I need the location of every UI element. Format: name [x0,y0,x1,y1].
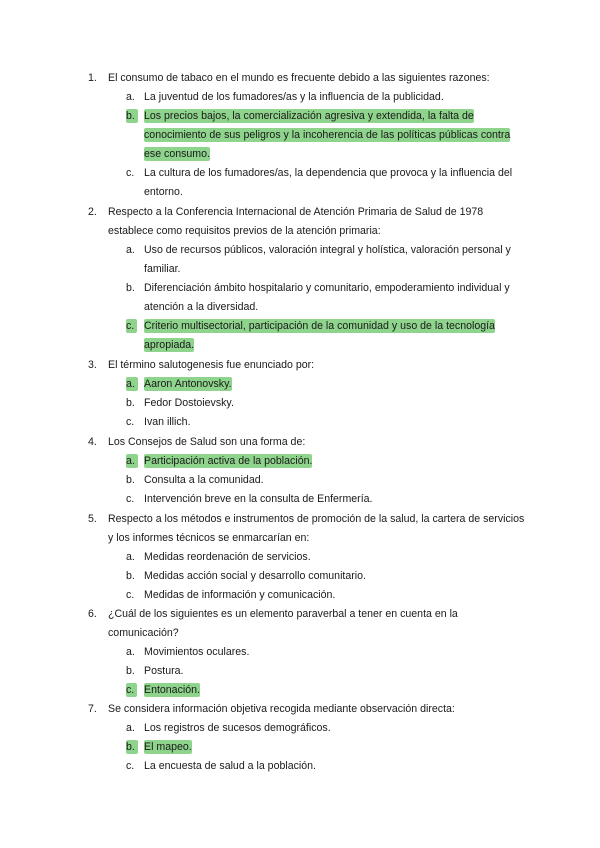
option-c [126,586,528,605]
question-number: 2. [88,206,97,218]
option-text: Medidas acción social y desarrollo comunitario. [144,570,366,582]
option-text: Medidas reordenación de servicios. [144,551,311,563]
option-a [126,241,528,279]
question-text: ¿Cuál de los siguientes es un elemento paraverbal a tener en cuenta en la comunicación? [108,608,458,639]
option-text: Fedor Dostoievsky. [144,397,234,409]
option-list [88,375,528,432]
question-7 [88,700,528,776]
option-text: Entonación. [144,684,200,696]
option-text: Ivan illich. [144,416,191,428]
option-list [88,452,528,509]
question-text: Respecto a la Conferencia Internacional de Atención Primaria de Salud de 1978 establece como requisitos previos de la atención primaria: [108,206,484,237]
question-5 [88,510,528,605]
option-letter: b. [126,109,138,123]
question-3 [88,356,528,432]
option-letter: c. [126,167,135,179]
option-a [126,88,528,107]
option-text: La encuesta de salud a la población. [144,760,316,772]
option-b [126,567,528,586]
option-letter: c. [126,589,135,601]
option-letter: a. [126,91,135,103]
option-letter: c. [126,493,135,505]
option-text: Participación activa de la población. [144,455,313,467]
question-text: Se considera información objetiva recogida mediante observación directa: [108,703,455,715]
option-letter: b. [126,740,138,754]
question-number: 5. [88,513,97,525]
option-c [126,490,528,509]
option-list [88,241,528,355]
question-6 [88,605,528,700]
question-4 [88,433,528,509]
question-number: 4. [88,436,97,448]
option-text: Uso de recursos públicos, valoración integral y holística, valoración personal y familiar. [144,244,511,275]
option-text: Los precios bajos, la comercialización agresiva y extendida, la falta de conocimiento de sus peligros y la incoherencia de las políticas públicas contra ese consumo. [144,110,511,160]
option-letter: b. [126,397,135,409]
option-letter: c. [126,760,135,772]
option-letter: b. [126,665,135,677]
option-a-highlighted [126,452,528,471]
question-1 [88,69,528,202]
option-c [126,757,528,776]
question-number: 6. [88,608,97,620]
option-text: Diferenciación ámbito hospitalario y comunitario, empoderamiento individual y atención a la diversidad. [144,282,510,313]
option-b-highlighted [126,107,528,164]
option-c [126,413,528,432]
option-b [126,471,528,490]
option-letter: c. [126,683,137,697]
option-text: La juventud de los fumadores/as y la influencia de la publicidad. [144,91,444,103]
question-number: 3. [88,359,97,371]
option-b [126,279,528,317]
option-text: Movimientos oculares. [144,646,250,658]
option-a [126,548,528,567]
option-text: Postura. [144,665,184,677]
option-letter: c. [126,319,137,333]
option-b [126,662,528,681]
option-c-highlighted [126,681,528,700]
option-a [126,643,528,662]
question-text: Los Consejos de Salud son una forma de: [108,436,306,448]
option-list [88,88,528,202]
option-a-highlighted [126,375,528,394]
option-text: Criterio multisectorial, participación de la comunidad y uso de la tecnología apropiada. [144,320,495,351]
question-number: 1. [88,72,97,84]
option-c [126,164,528,202]
option-text: El mapeo. [144,741,192,753]
option-letter: c. [126,416,135,428]
option-letter: b. [126,282,135,294]
option-text: Consulta a la comunidad. [144,474,264,486]
option-letter: a. [126,551,135,563]
question-text: El consumo de tabaco en el mundo es frecuente debido a las siguientes razones: [108,72,490,84]
option-text: La cultura de los fumadores/as, la dependencia que provoca y la influencia del entorno. [144,167,513,198]
option-letter: a. [126,454,138,468]
option-letter: b. [126,474,135,486]
option-letter: a. [126,646,135,658]
question-text: Respecto a los métodos e instrumentos de promoción de la salud, la cartera de servicios y los informes técnicos se enmarcarían en: [108,513,525,544]
option-letter: b. [126,570,135,582]
option-text: Intervención breve en la consulta de Enfermería. [144,493,373,505]
option-list [88,643,528,700]
option-b-highlighted [126,738,528,757]
option-b [126,394,528,413]
option-a [126,719,528,738]
option-text: Los registros de sucesos demográficos. [144,722,331,734]
option-letter: a. [126,377,138,391]
question-text: El término salutogenesis fue enunciado por: [108,359,315,371]
option-text: Aaron Antonovsky. [144,378,232,390]
option-letter: a. [126,244,135,256]
question-number: 7. [88,703,97,715]
option-text: Medidas de información y comunicación. [144,589,336,601]
option-list [88,719,528,776]
question-2 [88,203,528,355]
option-c-highlighted [126,317,528,355]
option-list [88,548,528,605]
option-letter: a. [126,722,135,734]
